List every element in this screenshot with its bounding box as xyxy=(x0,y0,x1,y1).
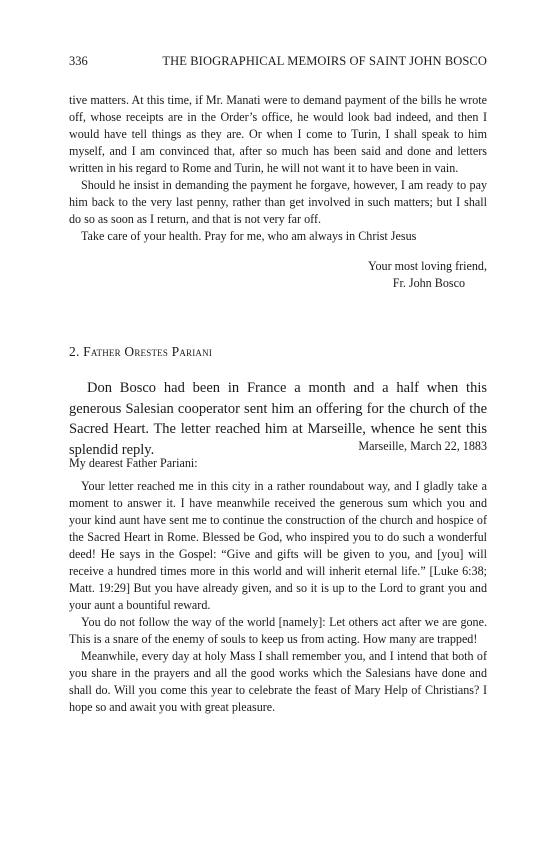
letter-two-paragraph: You do not follow the way of the world [namely]: Let others act after we are gone. This is a snare of the enemy of souls to keep us from acting. How many are trapped! xyxy=(69,615,487,646)
section-heading xyxy=(69,343,212,361)
narrative-text: Don Bosco had been in France a month and a half when this generous Salesian cooperator sent him an offering for the church of the Sacred Heart. The letter reached him at Marseille, whence he sent this splendid reply. xyxy=(69,380,487,458)
section-number: 2. xyxy=(69,344,80,359)
closing-phrase: Your most loving friend, xyxy=(367,259,487,273)
letter-two-body xyxy=(69,478,487,716)
signature: Fr. John Bosco xyxy=(392,276,465,290)
letter-two-paragraph: Meanwhile, every day at holy Mass I shall remember you, and I intend that both of you share in the prayers and all the good works which the Salesians have done and shall do. Will you come this year to celebrate the feast of Mary Help of Christians? I hope so and await you with great pleasure. xyxy=(69,649,487,714)
letter-one-paragraph: Take care of your health. Pray for me, who am always in Christ Jesus xyxy=(81,229,417,243)
running-title: THE BIOGRAPHICAL MEMOIRS OF SAINT JOHN BOSCO xyxy=(162,54,487,68)
letter-one-closing xyxy=(287,258,487,292)
letter-one-paragraph: Should he insist in demanding the payment he forgave, however, I am ready to pay him back to the very last penny, rather than get involved in such matters; but I shall do so as soon as I return, and that is not very far off. xyxy=(69,178,487,226)
page-number: 336 xyxy=(69,54,88,68)
section-title: Father Orestes Pariani xyxy=(83,344,213,359)
letter-one-paragraph: tive matters. At this time, if Mr. Manati were to demand payment of the bills he wrote off, whose receipts are in the Order’s office, he would look bad indeed, and then I would have tell things as they are. Or when I come to Turin, I shall speak to him myself, and I am convinced that, after so much has been said and done and letters written in his regard to Rome and Turin, he will not want it to have been in vain. xyxy=(69,93,487,175)
letter-one-body xyxy=(69,92,487,245)
letter-dateline: Marseille, March 22, 1883 xyxy=(358,439,487,453)
running-head xyxy=(69,53,487,69)
letter-salutation: My dearest Father Pariani: xyxy=(69,456,198,470)
letter-two-paragraph: Your letter reached me in this city in a rather roundabout way, and I gladly take a moment to answer it. I have meanwhile received the generous sum which you and your kind aunt have sent me to continue the construction of the church and hospice of the Sacred Heart in Rome. Blessed be God, who inspired you to do such a wonderful deed! He says in the Gospel: “Give and gifts will be given to you, and [you] will receive a hundred times more in this world and will inherit eternal life.” [Luke 6:38; Matt. 19:29] But you have already given, and so it is up to the Lord to grant you and your aunt a bountiful reward. xyxy=(69,479,487,612)
